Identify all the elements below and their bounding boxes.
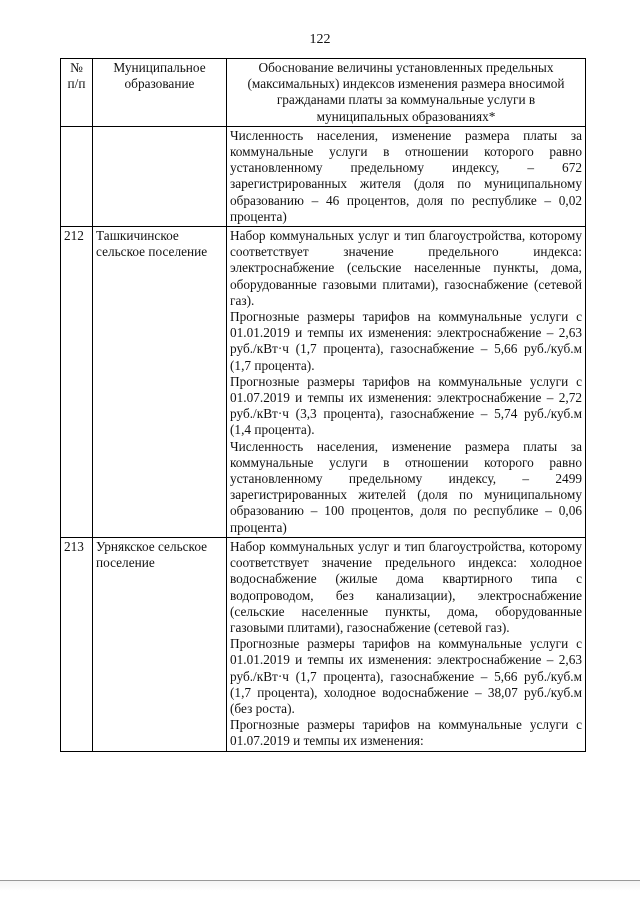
justification-paragraph: Численность населения, изменение размера платы за коммунальные услуги в отношении которого равно установленному предельному индексу, – 2499 зарегистрированных жителей (доля по муниципальному образованию – 100 процентов, доля по республике – 0,06 процента): [230, 438, 582, 535]
header-num: № п/п: [61, 59, 93, 127]
row-justification: [227, 227, 586, 538]
header-justification: Обоснование величины установленных предельных (максимальных) индексов изменения размера вносимой гражданами платы за коммунальные услуги в муниципальных образованиях*: [227, 59, 586, 127]
justification-paragraph: Численность населения, изменение размера платы за коммунальные услуги в отношении которого равно установленному предельному индексу, – 672 зарегистрированных жителя (доля по муниципальному образованию – 46 процентов, доля по республике – 0,02 процента): [230, 127, 582, 224]
page-number: 122: [309, 32, 331, 47]
justification-paragraph: Прогнозные размеры тарифов на коммунальные услуги с 01.01.2019 и темпы их изменения: электроснабжение – 2,63 руб./кВт·ч (1,7 процента), газоснабжение – 5,66 руб./куб.м (1,7 процента).: [230, 309, 582, 373]
justification-paragraph: Прогнозные размеры тарифов на коммунальные услуги с 01.07.2019 и темпы их изменения: электроснабжение – 2,72 руб./кВт·ч (3,3 процента), газоснабжение – 5,74 руб./куб.м (1,4 процента).: [230, 373, 582, 438]
row-number: 213: [61, 537, 93, 751]
row-municipality: Ташкичинское сельское поселение: [93, 227, 227, 538]
row-justification: [227, 537, 586, 751]
row-municipality: [93, 126, 227, 226]
row-municipality: Урнякское сельское поселение: [93, 537, 227, 751]
justification-paragraph: Набор коммунальных услуг и тип благоустройства, которому соответствует значение предельного индекса: электроснабжение (сельские населенные пункты, дома, оборудованные газовыми плитами), газоснабжение (сетевой газ).: [230, 228, 582, 308]
table-row: [61, 537, 586, 751]
table-header-row: [61, 59, 586, 127]
table-row: [61, 227, 586, 538]
table-row: [61, 126, 586, 226]
scan-bottom-edge: [0, 880, 640, 891]
header-municipality: Муниципальное образование: [93, 59, 227, 127]
row-number: [61, 126, 93, 226]
justification-paragraph: Прогнозные размеры тарифов на коммунальные услуги с 01.07.2019 и темпы их изменения:: [230, 717, 582, 749]
row-justification: [227, 126, 586, 226]
tariff-table: [60, 58, 586, 752]
row-number: 212: [61, 227, 93, 538]
justification-paragraph: Прогнозные размеры тарифов на коммунальные услуги с 01.01.2019 и темпы их изменения: электроснабжение – 2,63 руб./кВт·ч (1,7 процента), газоснабжение – 5,66 руб./куб.м (1,7 процента), холодное водоснабжение – 38,07 руб./куб.м (без роста).: [230, 636, 582, 716]
justification-paragraph: Набор коммунальных услуг и тип благоустройства, которому соответствует значение предельного индекса: холодное водоснабжение (жилые дома квартирного типа с водопроводом, без канализации), электроснабжение (сельские населенные пункты, дома, оборудованные газовыми плитами), газоснабжение (сетевой газ).: [230, 538, 582, 635]
